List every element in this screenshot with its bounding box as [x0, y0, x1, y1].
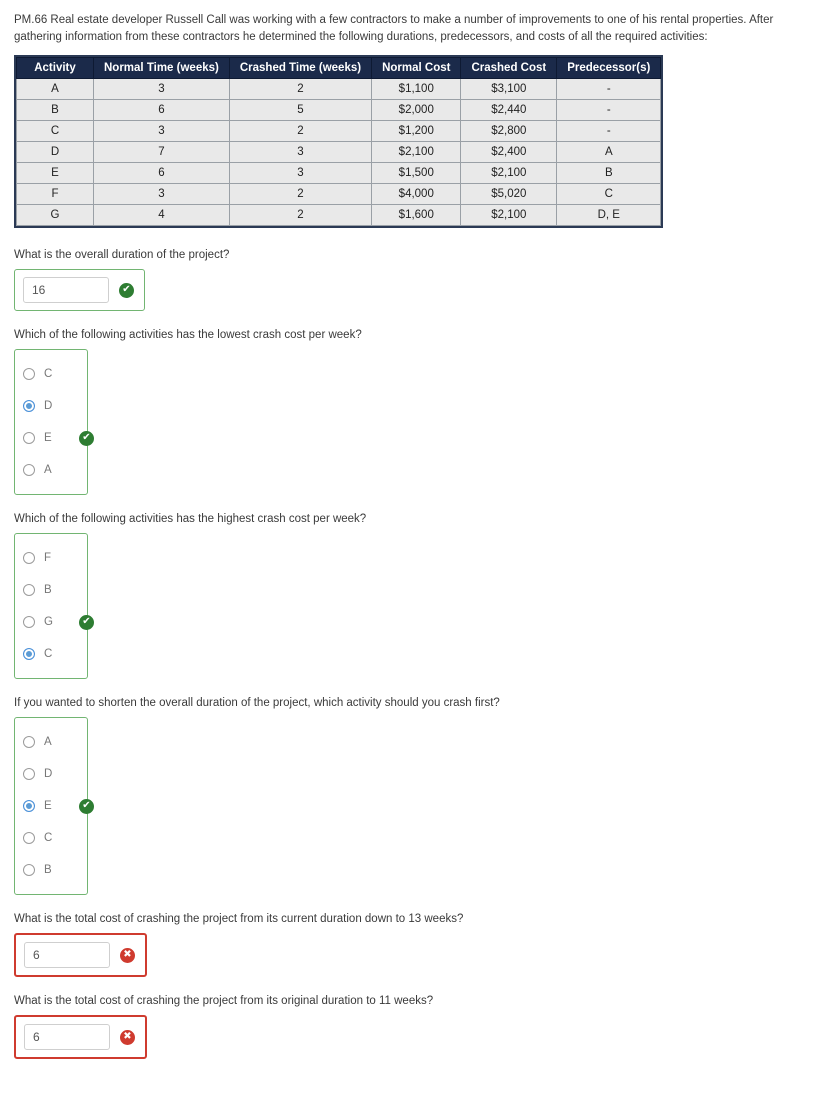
table-cell: $2,440 — [461, 100, 557, 121]
answer-row — [14, 1015, 147, 1059]
table-cell-activity: C — [17, 121, 94, 142]
choice-group — [14, 533, 91, 679]
table-cell: D, E — [557, 205, 661, 226]
incorrect-icon: ✖ — [120, 948, 135, 963]
choice-option[interactable] — [23, 390, 75, 422]
radio-button[interactable] — [23, 736, 35, 748]
choice-group — [14, 349, 91, 495]
radio-button[interactable] — [23, 368, 35, 380]
question-block — [14, 697, 800, 895]
correct-icon: ✔ — [79, 615, 94, 630]
question-text: What is the total cost of crashing the project from its original duration to 11 weeks? — [14, 995, 434, 1008]
choice-label: D — [44, 768, 53, 781]
table-cell: $2,800 — [461, 121, 557, 142]
table-cell-activity: A — [17, 79, 94, 100]
table-row — [17, 205, 661, 226]
table-row — [17, 163, 661, 184]
choice-label: C — [44, 648, 53, 661]
table-row — [17, 142, 661, 163]
table-cell: 7 — [94, 142, 230, 163]
table-cell: 3 — [94, 184, 230, 205]
question-text: What is the overall duration of the project? — [14, 249, 230, 262]
table-cell: $2,100 — [461, 205, 557, 226]
choice-option[interactable] — [23, 542, 75, 574]
choice-option[interactable] — [23, 822, 75, 854]
correct-icon: ✔ — [79, 799, 94, 814]
table-cell: 3 — [229, 142, 371, 163]
choice-option[interactable] — [23, 638, 75, 670]
choice-option[interactable] — [23, 726, 75, 758]
table-cell: $5,020 — [461, 184, 557, 205]
table-head — [17, 58, 661, 79]
question-text: What is the total cost of crashing the project from its current duration down to 13 weeks? — [14, 913, 464, 926]
radio-button[interactable] — [23, 552, 35, 564]
radio-button[interactable] — [23, 464, 35, 476]
table-body — [17, 79, 661, 226]
radio-button[interactable] — [23, 432, 35, 444]
question-block — [14, 995, 800, 1059]
radio-button[interactable] — [23, 400, 35, 412]
questions-container — [14, 249, 800, 1059]
radio-button[interactable] — [23, 800, 35, 812]
table-row — [17, 79, 661, 100]
table-header-cell: Normal Time (weeks) — [94, 58, 230, 79]
table-cell: $3,100 — [461, 79, 557, 100]
choice-label: D — [44, 400, 53, 413]
table-cell: $2,100 — [461, 163, 557, 184]
table-cell: 4 — [94, 205, 230, 226]
question-intro: PM.66 Real estate developer Russell Call was working with a few contractors to make a number of improvements to one of his rental properties. After gathering information from these contractors he determined the following durations, predecessors, and costs of all the required activities: — [14, 14, 774, 43]
question-block — [14, 913, 800, 977]
table-header-cell: Activity — [17, 58, 94, 79]
answer-input[interactable] — [24, 942, 110, 968]
choice-label: E — [44, 432, 52, 445]
table-row — [17, 121, 661, 142]
table-cell: - — [557, 79, 661, 100]
choice-group — [14, 717, 91, 895]
choice-label: A — [44, 464, 52, 477]
correct-icon: ✔ — [119, 283, 134, 298]
choice-option[interactable] — [23, 454, 75, 486]
choice-option[interactable] — [23, 574, 75, 606]
table-cell: A — [557, 142, 661, 163]
choice-option[interactable] — [23, 422, 91, 454]
table-cell: C — [557, 184, 661, 205]
table-cell: 2 — [229, 184, 371, 205]
choice-label: E — [44, 800, 52, 813]
table-cell: - — [557, 100, 661, 121]
table-cell: $2,400 — [461, 142, 557, 163]
choice-label: G — [44, 616, 53, 629]
activity-table-wrapper — [14, 55, 663, 228]
table-cell: $2,000 — [372, 100, 461, 121]
table-cell-activity: B — [17, 100, 94, 121]
table-cell-activity: E — [17, 163, 94, 184]
choice-label: C — [44, 368, 53, 381]
radio-button[interactable] — [23, 616, 35, 628]
table-header-cell: Crashed Cost — [461, 58, 557, 79]
table-header-row — [17, 58, 661, 79]
radio-button[interactable] — [23, 648, 35, 660]
choice-option[interactable] — [23, 606, 91, 638]
correct-icon: ✔ — [79, 431, 94, 446]
choice-option[interactable] — [23, 854, 75, 886]
table-cell: 3 — [94, 121, 230, 142]
table-row — [17, 184, 661, 205]
question-block — [14, 329, 800, 495]
choice-option[interactable] — [23, 358, 75, 390]
question-text: Which of the following activities has the lowest crash cost per week? — [14, 329, 362, 342]
question-block — [14, 513, 800, 679]
table-cell: $2,100 — [372, 142, 461, 163]
radio-button[interactable] — [23, 832, 35, 844]
question-text: Which of the following activities has the highest crash cost per week? — [14, 513, 367, 526]
table-row — [17, 100, 661, 121]
choice-label: A — [44, 736, 52, 749]
table-cell: 5 — [229, 100, 371, 121]
table-cell: $1,200 — [372, 121, 461, 142]
table-cell: 3 — [229, 163, 371, 184]
choice-label: F — [44, 552, 52, 565]
table-cell: 2 — [229, 79, 371, 100]
question-text: If you wanted to shorten the overall duration of the project, which activity should you crash first? — [14, 697, 500, 710]
table-header-cell: Predecessor(s) — [557, 58, 661, 79]
table-cell: $1,500 — [372, 163, 461, 184]
table-cell: $1,600 — [372, 205, 461, 226]
table-cell: - — [557, 121, 661, 142]
choice-label: B — [44, 584, 52, 597]
radio-button[interactable] — [23, 584, 35, 596]
answer-row — [14, 933, 147, 977]
table-cell: $4,000 — [372, 184, 461, 205]
incorrect-icon: ✖ — [120, 1030, 135, 1045]
answer-input[interactable] — [23, 277, 109, 303]
table-cell: 2 — [229, 121, 371, 142]
table-cell: 2 — [229, 205, 371, 226]
table-cell-activity: F — [17, 184, 94, 205]
question-block — [14, 249, 800, 311]
table-header-cell: Crashed Time (weeks) — [229, 58, 371, 79]
table-cell-activity: D — [17, 142, 94, 163]
answer-input[interactable] — [24, 1024, 110, 1050]
table-header-cell: Normal Cost — [372, 58, 461, 79]
choice-label: C — [44, 832, 53, 845]
table-cell: 6 — [94, 100, 230, 121]
radio-button[interactable] — [23, 864, 35, 876]
table-cell: 3 — [94, 79, 230, 100]
table-cell: B — [557, 163, 661, 184]
table-cell: $1,100 — [372, 79, 461, 100]
answer-row — [14, 269, 145, 311]
radio-button[interactable] — [23, 768, 35, 780]
table-cell-activity: G — [17, 205, 94, 226]
choice-option[interactable] — [23, 758, 75, 790]
choice-label: B — [44, 864, 52, 877]
activity-table — [16, 57, 661, 226]
choice-option[interactable] — [23, 790, 91, 822]
table-cell: 6 — [94, 163, 230, 184]
